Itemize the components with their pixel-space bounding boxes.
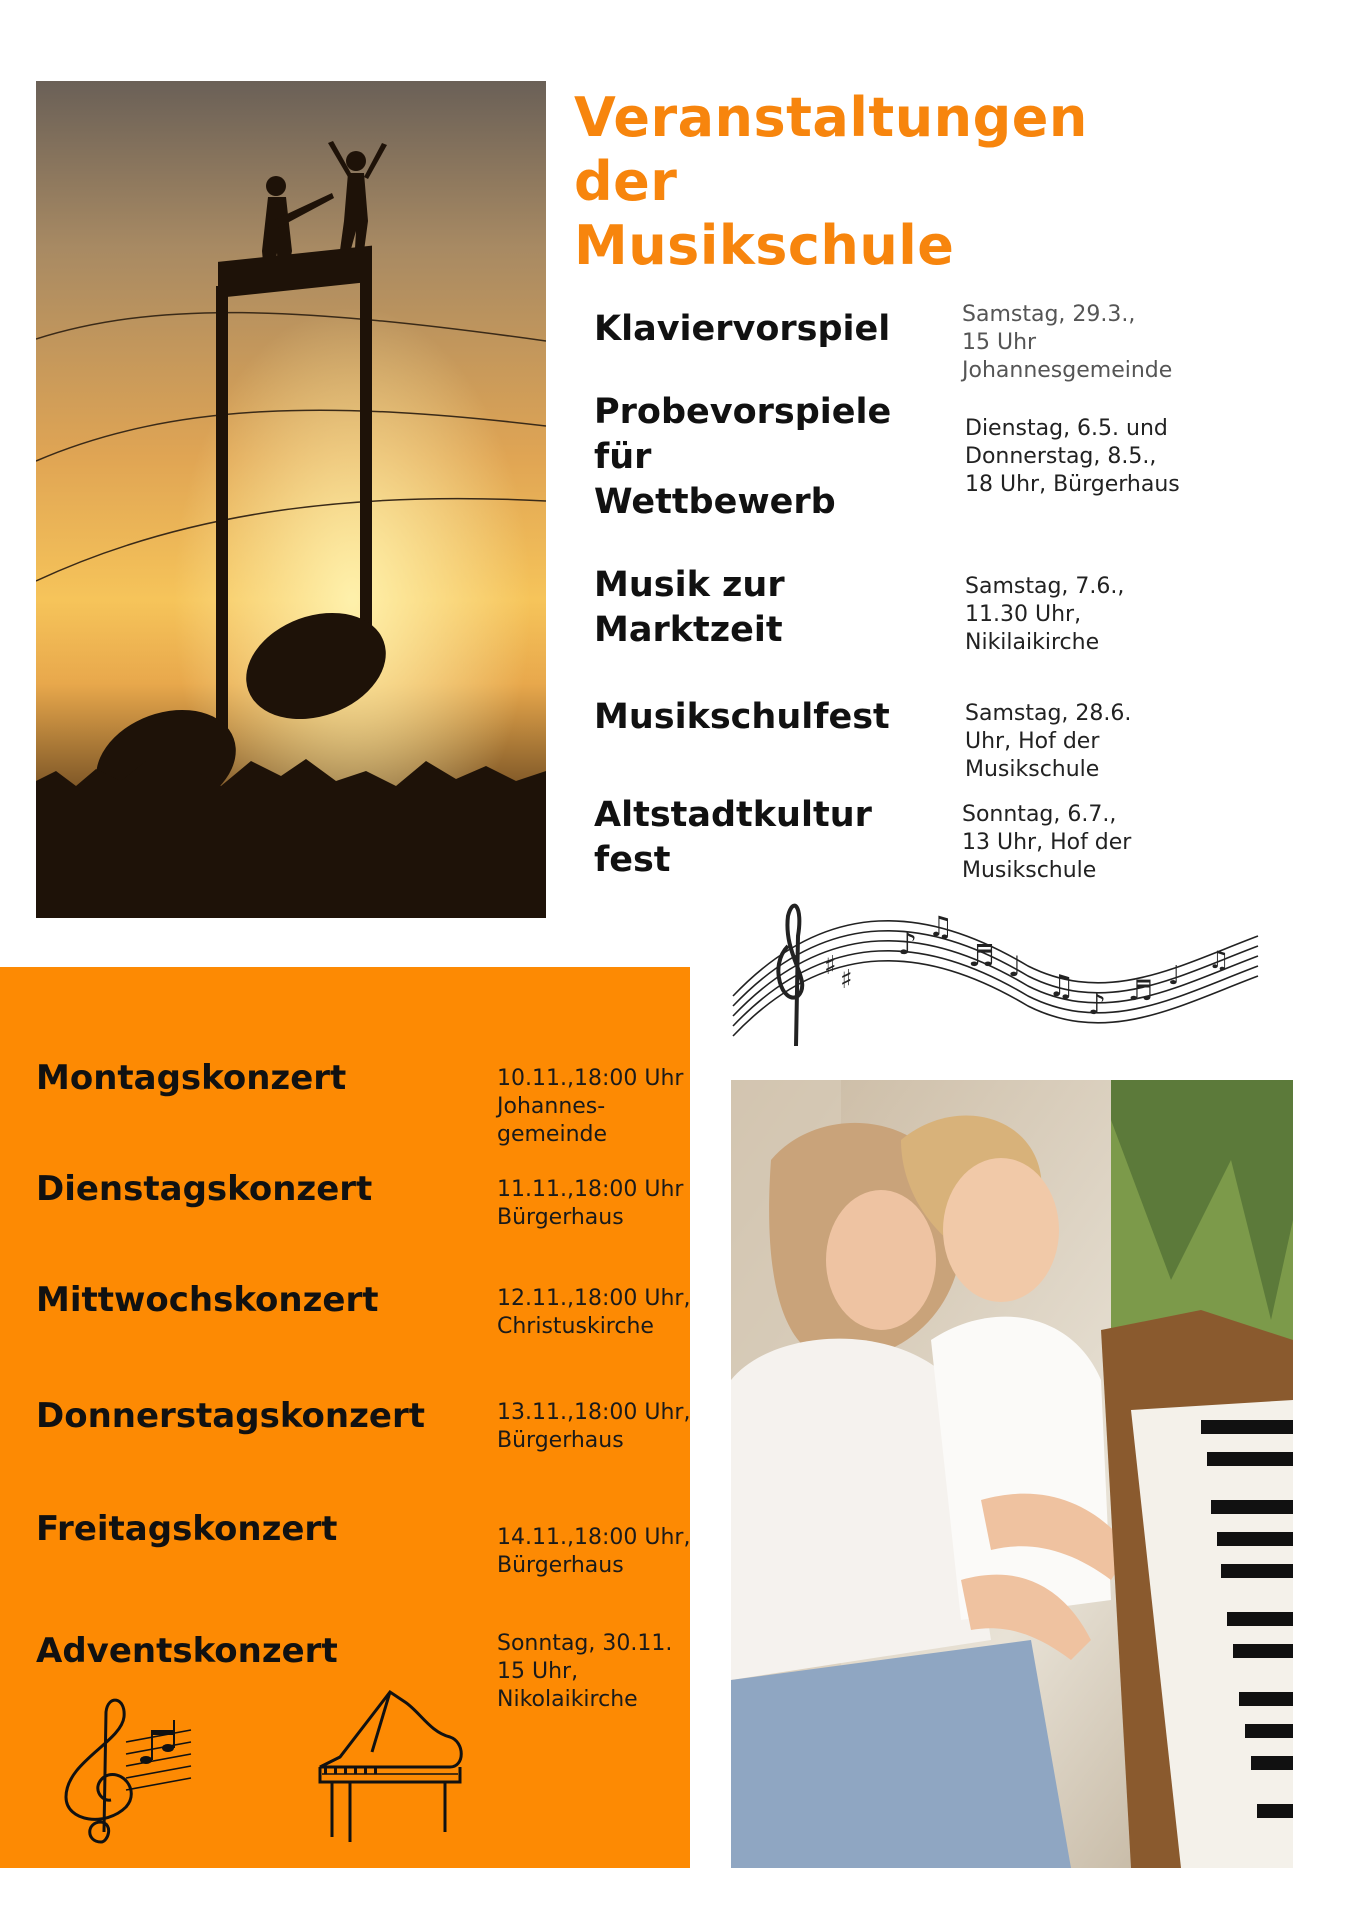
concert-name-advent: Adventskonzert (36, 1631, 338, 1671)
event-name-musikschulfest: Musikschulfest (594, 697, 890, 737)
event-info-musik-zur-marktzeit: Samstag, 7.6., 11.30 Uhr, Nikilaikirche (965, 574, 1125, 655)
concert-info-donnerstag: 13.11.,18:00 Uhr, Bürgerhaus (497, 1400, 691, 1453)
concert-name-mittwoch: Mittwochskonzert (36, 1280, 379, 1320)
concert-info-montag-row: 10.11.,18:00 Uhr Johannes- gemeinde (497, 1066, 684, 1147)
concert-info-mittwoch: 12.11.,18:00 Uhr, Christuskirche (497, 1286, 691, 1339)
svg-text:♪: ♪ (1088, 988, 1106, 1021)
svg-text:♯: ♯ (840, 965, 853, 995)
svg-text:♯: ♯ (824, 951, 837, 981)
event-info-musikschulfest: Samstag, 28.6. Uhr, Hof der Musikschule (965, 701, 1132, 782)
title-line-3: Musikschule (574, 214, 955, 277)
svg-text:♪: ♪ (898, 927, 918, 962)
event-name-altstadtkulturfest: Altstadtkultur fest (594, 795, 872, 880)
concert-info-freitag: 14.11.,18:00 Uhr, Bürgerhaus (497, 1525, 691, 1578)
page-title (574, 86, 1214, 278)
title-line-2: der (574, 150, 678, 213)
event-info-klaviervorspiel: Samstag, 29.3., 15 Uhr Johannesgemeinde (962, 302, 1173, 383)
treble-clef-icon (46, 1692, 196, 1852)
children-piano-photo (731, 1080, 1293, 1868)
concert-info-dienstag: 11.11.,18:00 Uhr Bürgerhaus (497, 1177, 684, 1230)
concert-info-advent: Sonntag, 30.11. 15 Uhr, Nikolaikirche (497, 1631, 673, 1712)
concert-name-dienstag: Dienstagskonzert (36, 1169, 373, 1209)
svg-text:♫: ♫ (928, 910, 954, 943)
sunset-music-note-image (36, 81, 546, 918)
music-staff-illustration (728, 896, 1264, 1071)
event-name-musik-zur-marktzeit: Musik zur Marktzeit (594, 565, 785, 650)
event-name-probevorspiele: Probevorspiele für Wettbewerb (594, 392, 892, 522)
svg-text:♩: ♩ (1008, 950, 1022, 983)
svg-text:♫: ♫ (1208, 946, 1230, 974)
concert-name-freitag: Freitagskonzert (36, 1509, 338, 1549)
event-info-altstadtkulturfest: Sonntag, 6.7., 13 Uhr, Hof der Musikschule (962, 802, 1132, 883)
event-name-klaviervorspiel: Klaviervorspiel (594, 309, 891, 349)
event-info-probevorspiele: Dienstag, 6.5. und Donnerstag, 8.5., 18 Uhr, Bürgerhaus (965, 416, 1180, 497)
svg-text:♫: ♫ (1048, 969, 1075, 1004)
svg-text:♩: ♩ (1168, 961, 1181, 991)
concert-name-montag-row: Montagskonzert (36, 1058, 347, 1098)
concert-name-donnerstag: Donnerstagskonzert (36, 1396, 425, 1436)
svg-text:♬: ♬ (1128, 974, 1154, 1007)
title-line-1: Veranstaltungen (574, 86, 1088, 149)
svg-text:♬: ♬ (968, 939, 995, 974)
grand-piano-icon (310, 1682, 470, 1850)
